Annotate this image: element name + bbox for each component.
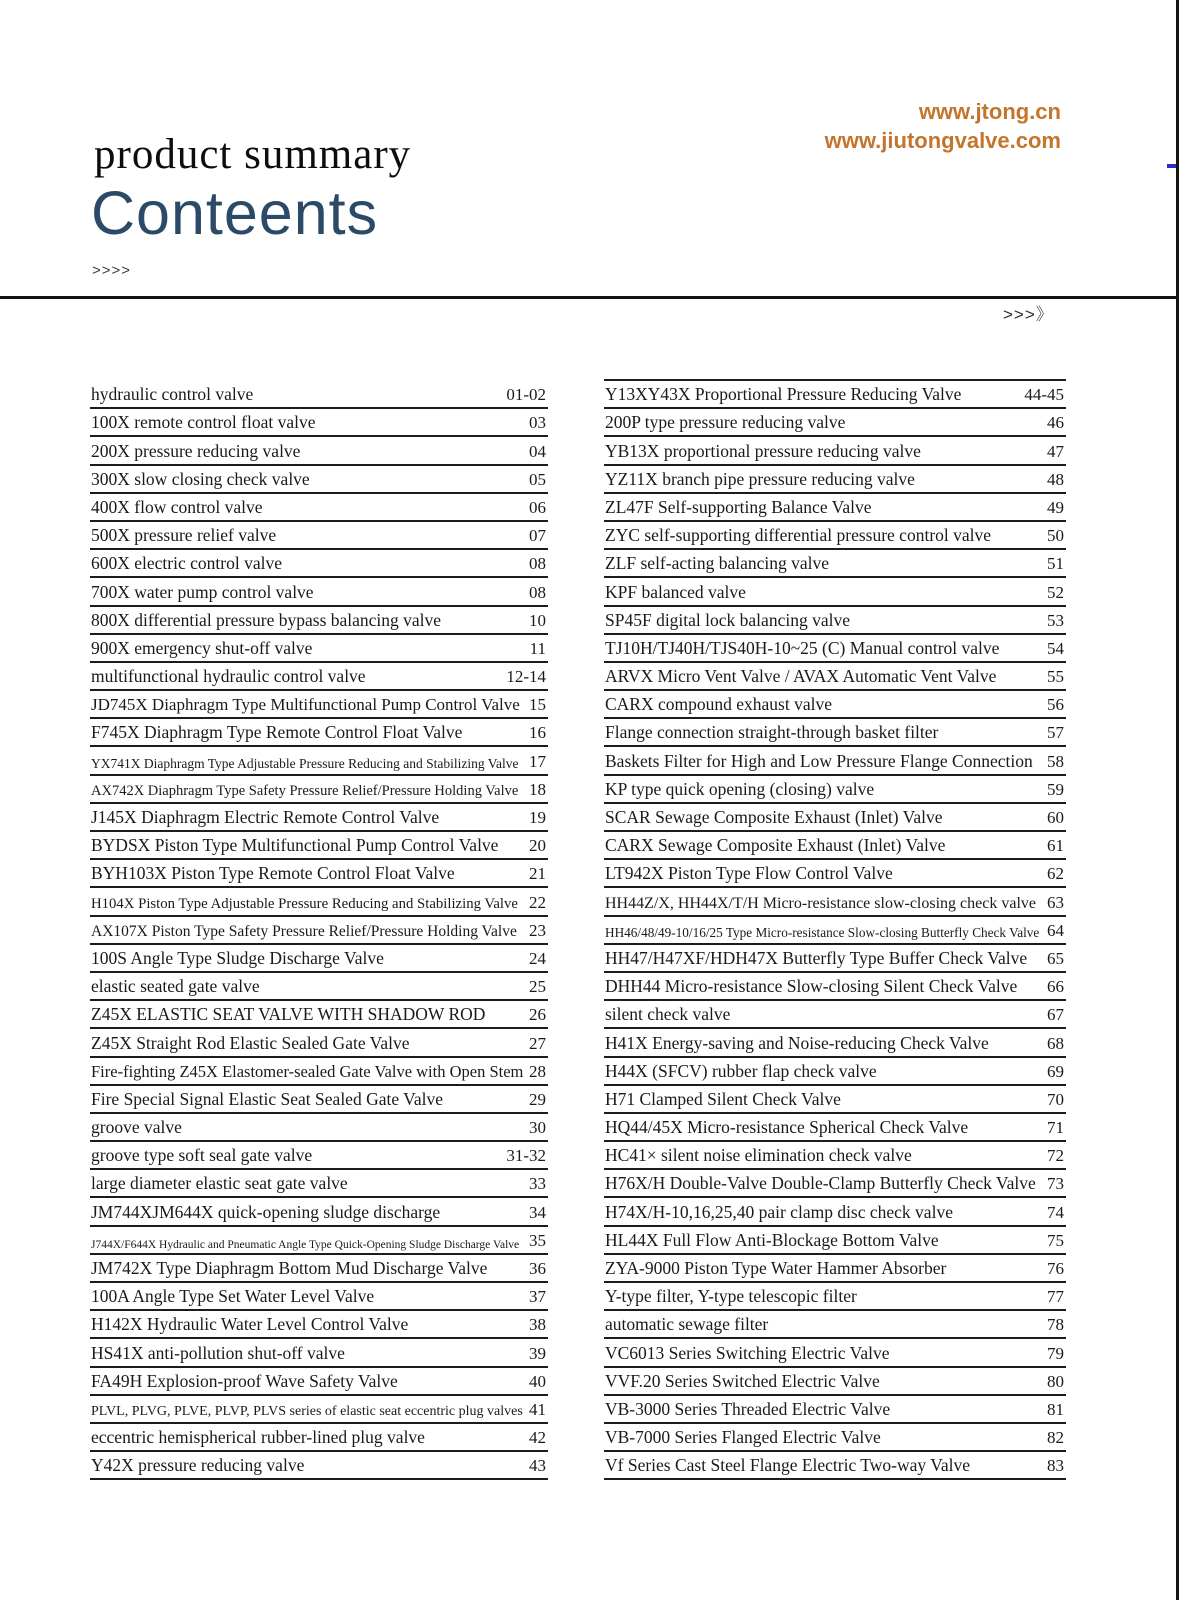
toc-entry-title: Z45X ELASTIC SEAT VALVE WITH SHADOW ROD	[91, 1004, 486, 1025]
toc-entry-page-number: 23	[529, 920, 546, 940]
toc-entry-title: 800X differential pressure bypass balancing valve	[91, 609, 442, 630]
toc-row	[604, 1452, 1066, 1480]
toc-entry-title: PLVL, PLVG, PLVE, PLVP, PLVS series of elastic seat eccentric plug valves	[91, 1403, 523, 1419]
toc-entry-title: AX742X Diaphragm Type Safety Pressure Relief/Pressure Holding Valve	[91, 782, 519, 799]
toc-row	[90, 1396, 548, 1424]
toc-entry-title: KP type quick opening (closing) valve	[605, 778, 875, 799]
toc-row	[90, 409, 548, 437]
toc-entry-title: BYDSX Piston Type Multifunctional Pump Control Valve	[91, 835, 499, 856]
toc-entry-page-number: 68	[1047, 1033, 1064, 1053]
toc-entry-title: 600X electric control valve	[91, 553, 282, 574]
toc-row	[604, 578, 1066, 606]
toc-entry-page-number: 08	[529, 554, 546, 574]
toc-entry-page-number: 42	[529, 1428, 546, 1448]
toc-row	[604, 1029, 1066, 1057]
toc-row	[90, 1283, 548, 1311]
toc-row	[90, 635, 548, 663]
toc-row	[90, 578, 548, 606]
toc-entry-title: H76X/H Double-Valve Double-Clamp Butterfly Check Valve	[605, 1173, 1036, 1194]
toc-entry-title: large diameter elastic seat gate valve	[91, 1173, 348, 1194]
toc-entry-title: BYH103X Piston Type Remote Control Float Valve	[91, 863, 455, 884]
toc-entry-title: TJ10H/TJ40H/TJS40H-10~25 (C) Manual control valve	[605, 637, 1000, 658]
toc-row	[90, 1311, 548, 1339]
toc-entry-page-number: 31-32	[506, 1146, 546, 1166]
toc-entry-page-number: 05	[529, 469, 546, 489]
toc-row	[604, 973, 1066, 1001]
toc-entry-title: silent check valve	[605, 1004, 731, 1025]
toc-entry-page-number: 11	[529, 638, 546, 658]
toc-row	[90, 832, 548, 860]
toc-entry-title: F745X Diaphragm Type Remote Control Float Valve	[91, 722, 463, 743]
toc-entry-title: ZYA-9000 Piston Type Water Hammer Absorber	[605, 1258, 947, 1278]
toc-row	[604, 1368, 1066, 1396]
toc-row	[604, 409, 1066, 437]
toc-row	[604, 1170, 1066, 1198]
toc-row	[90, 607, 548, 635]
toc-entry-title: CARX compound exhaust valve	[605, 694, 832, 715]
toc-row	[90, 917, 548, 945]
toc-row	[90, 1227, 548, 1255]
toc-row	[604, 1424, 1066, 1452]
toc-entry-page-number: 80	[1047, 1371, 1064, 1391]
toc-entry-title: JM742X Type Diaphragm Bottom Mud Discharge Valve	[91, 1258, 488, 1278]
toc-entry-page-number: 48	[1047, 469, 1064, 489]
toc-entry-title: H44X (SFCV) rubber flap check valve	[605, 1060, 877, 1081]
toc-row	[90, 1142, 548, 1170]
url-jtong[interactable]: www.jtong.cn	[918, 99, 1061, 124]
toc-entry-page-number: 49	[1047, 497, 1064, 517]
toc-entry-page-number: 60	[1047, 808, 1064, 827]
toc-entry-page-number: 17	[529, 751, 546, 771]
toc-entry-page-number: 83	[1047, 1456, 1064, 1476]
toc-right-column	[604, 379, 1066, 1480]
toc-row	[604, 888, 1066, 916]
toc-entry-page-number: 04	[529, 441, 546, 461]
toc-entry-page-number: 44-45	[1024, 385, 1064, 405]
toc-row	[604, 747, 1066, 775]
toc-entry-page-number: 74	[1047, 1202, 1064, 1222]
toc-entry-page-number: 66	[1047, 977, 1064, 997]
toc-entry-page-number: 82	[1047, 1428, 1064, 1448]
toc-entry-title: Y42X pressure reducing valve	[91, 1455, 305, 1476]
toc-entry-page-number: 63	[1047, 892, 1064, 912]
toc-entry-page-number: 29	[529, 1089, 546, 1109]
toc-entry-title: eccentric hemispherical rubber-lined plug valve	[91, 1427, 425, 1448]
toc-entry-title: HH47/H47XF/HDH47X Butterfly Type Buffer Check Valve	[605, 947, 1028, 968]
toc-entry-title: Fire-fighting Z45X Elastomer-sealed Gate Valve with Open Stem	[91, 1061, 523, 1081]
toc-entry-page-number: 58	[1047, 751, 1064, 771]
toc-entry-page-number: 03	[529, 413, 546, 433]
toc-entry-title: groove valve	[91, 1117, 182, 1138]
toc-entry-title: SCAR Sewage Composite Exhaust (Inlet) Valve	[605, 807, 943, 827]
toc-entry-title: 400X flow control valve	[91, 496, 263, 517]
toc-entry-page-number: 56	[1047, 695, 1064, 715]
toc-row	[604, 917, 1066, 945]
toc-entry-page-number: 15	[529, 695, 546, 715]
toc-entry-page-number: 12-14	[506, 667, 546, 687]
toc-row	[604, 860, 1066, 888]
toc-row	[90, 1114, 548, 1142]
toc-row	[90, 494, 548, 522]
toc-entry-page-number: 38	[529, 1315, 546, 1335]
toc-entry-page-number: 73	[1047, 1174, 1064, 1194]
page-title-large: Conteents	[91, 179, 379, 247]
toc-row	[90, 1029, 548, 1057]
toc-row	[90, 973, 548, 1001]
chevrons-left-icon: >>>>	[92, 262, 132, 279]
toc-row	[604, 1283, 1066, 1311]
toc-entry-page-number: 41	[529, 1399, 546, 1419]
toc-row	[604, 550, 1066, 578]
toc-left-column	[90, 381, 548, 1480]
toc-row	[604, 437, 1066, 465]
toc-row	[90, 691, 548, 719]
toc-entry-title: J744X/F644X Hydraulic and Pneumatic Angle Type Quick-Opening Sludge Discharge Valve	[91, 1238, 520, 1251]
toc-row	[90, 1424, 548, 1452]
toc-row	[604, 945, 1066, 973]
toc-entry-page-number: 59	[1047, 779, 1064, 799]
toc-row	[604, 719, 1066, 747]
toc-row	[90, 1368, 548, 1396]
toc-entry-title: HH44Z/X, HH44X/T/H Micro-resistance slow-closing check valve	[605, 894, 1036, 912]
toc-row	[90, 804, 548, 832]
toc-row	[90, 1058, 548, 1086]
toc-row	[604, 1198, 1066, 1226]
toc-entry-title: AX107X Piston Type Safety Pressure Relief/Pressure Holding Valve	[91, 922, 517, 940]
toc-entry-page-number: 69	[1047, 1061, 1064, 1081]
toc-row	[604, 804, 1066, 832]
toc-entry-title: H71 Clamped Silent Check Valve	[605, 1088, 841, 1109]
toc-entry-title: H74X/H-10,16,25,40 pair clamp disc check valve	[605, 1201, 953, 1222]
toc-entry-title: 300X slow closing check valve	[91, 468, 310, 489]
toc-row	[604, 381, 1066, 409]
chevrons-right-icon: >>>》	[1003, 305, 1054, 324]
toc-entry-title: 100S Angle Type Sludge Discharge Valve	[91, 947, 384, 968]
toc-row	[604, 691, 1066, 719]
toc-row	[90, 719, 548, 747]
toc-row	[604, 1001, 1066, 1029]
toc-row	[604, 663, 1066, 691]
toc-entry-page-number: 33	[529, 1174, 546, 1194]
toc-entry-title: Y-type filter, Y-type telescopic filter	[605, 1286, 857, 1307]
toc-row	[90, 522, 548, 550]
toc-row	[604, 1396, 1066, 1424]
toc-row	[604, 1142, 1066, 1170]
toc-entry-title: H142X Hydraulic Water Level Control Valve	[91, 1314, 409, 1335]
toc-entry-title: CARX Sewage Composite Exhaust (Inlet) Valve	[605, 835, 946, 856]
toc-entry-page-number: 70	[1047, 1089, 1064, 1109]
toc-row	[604, 494, 1066, 522]
toc-entry-page-number: 61	[1047, 836, 1064, 856]
toc-row	[90, 550, 548, 578]
toc-row	[90, 776, 548, 804]
toc-entry-page-number: 26	[529, 1005, 546, 1025]
toc-entry-title: Fire Special Signal Elastic Seat Sealed Gate Valve	[91, 1088, 444, 1109]
toc-entry-title: Y13XY43X Proportional Pressure Reducing Valve	[605, 384, 962, 405]
toc-row	[90, 1255, 548, 1283]
toc-entry-title: KPF balanced valve	[605, 581, 746, 602]
toc-entry-page-number: 75	[1047, 1230, 1064, 1250]
toc-entry-title: VB-7000 Series Flanged Electric Valve	[605, 1427, 881, 1448]
toc-entry-title: Vf Series Cast Steel Flange Electric Two-way Valve	[605, 1455, 971, 1476]
toc-entry-title: HQ44/45X Micro-resistance Spherical Check Valve	[605, 1117, 969, 1138]
toc-entry-page-number: 25	[529, 977, 546, 997]
toc-entry-title: HS41X anti-pollution shut-off valve	[91, 1342, 345, 1363]
toc-entry-title: Z45X Straight Rod Elastic Sealed Gate Valve	[91, 1032, 410, 1053]
toc-entry-title: 100X remote control float valve	[91, 412, 316, 433]
toc-entry-page-number: 21	[529, 864, 546, 884]
toc-row	[604, 607, 1066, 635]
page-title-small: product summary	[94, 131, 412, 178]
toc-entry-title: HL44X Full Flow Anti-Blockage Bottom Valve	[605, 1229, 939, 1250]
toc-entry-page-number: 78	[1047, 1315, 1064, 1335]
toc-entry-page-number: 77	[1047, 1287, 1064, 1307]
toc-entry-page-number: 39	[529, 1343, 546, 1363]
toc-row	[604, 1086, 1066, 1114]
toc-row	[90, 381, 548, 409]
toc-entry-page-number: 54	[1047, 638, 1064, 658]
toc-entry-title: JM744XJM644X quick-opening sludge discharge	[91, 1201, 441, 1222]
toc-entry-page-number: 52	[1047, 582, 1064, 602]
toc-row	[604, 1058, 1066, 1086]
toc-row	[604, 832, 1066, 860]
toc-entry-page-number: 08	[529, 582, 546, 602]
toc-entry-title: ZL47F Self-supporting Balance Valve	[605, 496, 872, 517]
toc-entry-title: multifunctional hydraulic control valve	[91, 666, 366, 687]
toc-entry-title: FA49H Explosion-proof Wave Safety Valve	[91, 1370, 398, 1391]
toc-entry-page-number: 81	[1047, 1399, 1064, 1419]
toc-entry-page-number: 16	[529, 723, 546, 743]
toc-entry-page-number: 20	[529, 836, 546, 856]
site-urls	[825, 97, 1061, 155]
toc-row	[90, 466, 548, 494]
toc-entry-page-number: 37	[529, 1287, 546, 1307]
toc-entry-title: 900X emergency shut-off valve	[91, 637, 313, 658]
toc-entry-page-number: 19	[529, 808, 546, 827]
toc-entry-page-number: 35	[529, 1230, 546, 1250]
toc-entry-title: groove type soft seal gate valve	[91, 1145, 313, 1166]
toc-row	[604, 1227, 1066, 1255]
toc-entry-page-number: 36	[529, 1259, 546, 1278]
toc-entry-title: H41X Energy-saving and Noise-reducing Check Valve	[605, 1032, 989, 1053]
toc-entry-title: Baskets Filter for High and Low Pressure Flange Connection	[605, 750, 1033, 771]
toc-entry-page-number: 22	[529, 892, 546, 912]
toc-entry-title: 100A Angle Type Set Water Level Valve	[91, 1286, 375, 1307]
toc-entry-title: hydraulic control valve	[91, 384, 254, 405]
toc-entry-title: ARVX Micro Vent Valve / AVAX Automatic Vent Valve	[605, 666, 997, 687]
toc-entry-title: H104X Piston Type Adjustable Pressure Reducing and Stabilizing Valve	[91, 895, 518, 912]
toc-entry-page-number: 18	[529, 779, 546, 799]
toc-entry-page-number: 76	[1047, 1259, 1064, 1278]
toc-entry-title: J145X Diaphragm Electric Remote Control Valve	[91, 807, 440, 827]
toc-entry-page-number: 67	[1047, 1005, 1064, 1025]
toc-entry-page-number: 65	[1047, 948, 1064, 968]
toc-entry-title: VB-3000 Series Threaded Electric Valve	[605, 1398, 891, 1419]
toc-entry-title: SP45F digital lock balancing valve	[605, 609, 850, 630]
toc-entry-page-number: 07	[529, 526, 546, 546]
toc-row	[90, 1198, 548, 1226]
toc-row	[90, 663, 548, 691]
toc-entry-page-number: 71	[1047, 1118, 1064, 1138]
toc-entry-title: LT942X Piston Type Flow Control Valve	[605, 863, 893, 884]
toc-entry-page-number: 01-02	[506, 385, 546, 405]
toc-entry-title: VC6013 Series Switching Electric Valve	[605, 1342, 890, 1363]
toc-entry-title: ZYC self-supporting differential pressure control valve	[605, 525, 992, 546]
toc-row	[90, 860, 548, 888]
toc-entry-title: HC41× silent noise elimination check valve	[605, 1145, 912, 1166]
toc-row	[604, 635, 1066, 663]
toc-entry-title: Flange connection straight-through basket filter	[605, 722, 939, 743]
toc-entry-page-number: 28	[529, 1061, 546, 1081]
toc-row	[90, 1170, 548, 1198]
toc-entry-page-number: 10	[529, 610, 546, 630]
toc-entry-title: YX741X Diaphragm Type Adjustable Pressure Reducing and Stabilizing Valve	[91, 755, 519, 771]
toc-row	[90, 888, 548, 916]
toc-row	[604, 1114, 1066, 1142]
toc-row	[90, 1339, 548, 1367]
toc-row	[90, 945, 548, 973]
toc-row	[90, 747, 548, 775]
toc-entry-title: YB13X proportional pressure reducing valve	[605, 440, 921, 461]
header-divider-line	[0, 296, 1179, 299]
toc-entry-page-number: 30	[529, 1118, 546, 1138]
toc-entry-title: 200P type pressure reducing valve	[605, 412, 846, 433]
toc-entry-title: JD745X Diaphragm Type Multifunctional Pump Control Valve	[91, 695, 520, 715]
toc-entry-page-number: 46	[1047, 413, 1064, 433]
toc-entry-title: ZLF self-acting balancing valve	[605, 553, 830, 574]
toc-entry-title: DHH44 Micro-resistance Slow-closing Silent Check Valve	[605, 976, 1018, 997]
toc-entry-title: YZ11X branch pipe pressure reducing valve	[605, 468, 915, 489]
toc-row	[604, 776, 1066, 804]
toc-row	[90, 437, 548, 465]
toc-entry-page-number: 72	[1047, 1146, 1064, 1166]
toc-row	[604, 1311, 1066, 1339]
toc-entry-page-number: 55	[1047, 667, 1064, 687]
toc-entry-page-number: 27	[529, 1033, 546, 1053]
toc-entry-title: 200X pressure reducing valve	[91, 440, 301, 461]
toc-entry-page-number: 40	[529, 1371, 546, 1391]
toc-entry-title: 700X water pump control valve	[91, 581, 314, 602]
toc-entry-title: elastic seated gate valve	[91, 976, 260, 997]
toc-entry-page-number: 53	[1047, 610, 1064, 630]
toc-entry-title: HH46/48/49-10/16/25 Type Micro-resistance Slow-closing Butterfly Check Valve	[605, 924, 1040, 940]
toc-row	[90, 1452, 548, 1480]
toc-row	[604, 466, 1066, 494]
toc-entry-page-number: 51	[1047, 554, 1064, 574]
url-jiutongvalve[interactable]: www.jiutongvalve.com	[824, 128, 1061, 153]
toc-entry-page-number: 06	[529, 497, 546, 517]
toc-entry-page-number: 34	[529, 1202, 546, 1222]
toc-row	[604, 1339, 1066, 1367]
toc-entry-page-number: 43	[529, 1456, 546, 1476]
toc-entry-page-number: 64	[1047, 920, 1064, 940]
toc-row	[90, 1086, 548, 1114]
toc-entry-title: automatic sewage filter	[605, 1314, 769, 1335]
toc-entry-title: VVF.20 Series Switched Electric Valve	[605, 1370, 880, 1391]
toc-row	[604, 1255, 1066, 1283]
toc-entry-page-number: 24	[529, 948, 546, 968]
toc-entry-page-number: 47	[1047, 441, 1064, 461]
toc-row	[90, 1001, 548, 1029]
toc-row	[604, 522, 1066, 550]
toc-entry-page-number: 79	[1047, 1343, 1064, 1363]
toc-entry-page-number: 62	[1047, 864, 1064, 884]
toc-entry-title: 500X pressure relief valve	[91, 525, 277, 546]
toc-entry-page-number: 50	[1047, 526, 1064, 546]
toc-entry-page-number: 57	[1047, 723, 1064, 743]
